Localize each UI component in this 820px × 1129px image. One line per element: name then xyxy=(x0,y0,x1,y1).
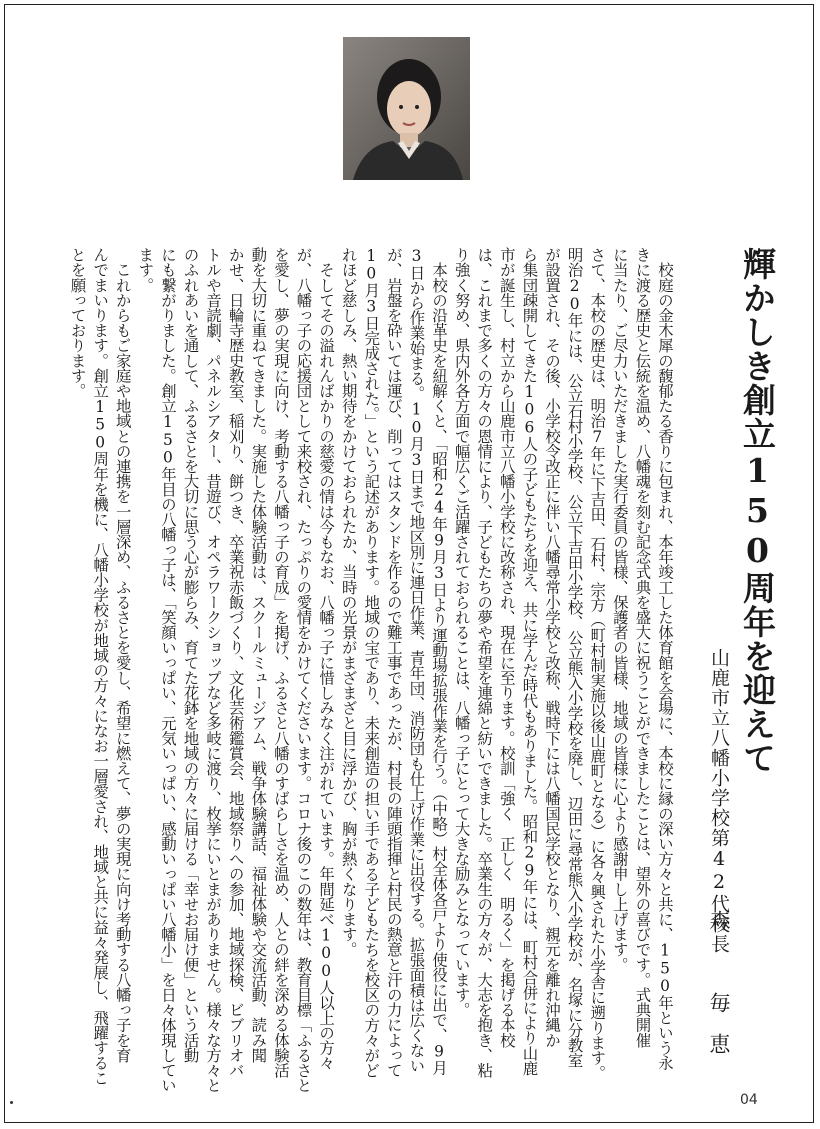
body-line: 3日から作業始まる。10月3日まで地区別に連日作業、青年団、消防団も仕上げ作業に出役する。拡張面積は広くない xyxy=(407,247,426,1073)
body-line: に当たり、ご尽力いただきました実行委員の皆様、保護者の皆様、地域の皆様に心より感謝申し上げます。 xyxy=(610,247,629,972)
body-line: れほど慈しみ、熱い期待をかけておられたか、当時の光景がまざまざと目に浮かび、胸が熱くなります。 xyxy=(339,247,358,957)
body-line: を愛し、夢の実現に向け、考動する八幡っ子の育成」を掲げ、ふるさと八幡のすばらしさを温め、人との絆を深める体験活 xyxy=(271,247,290,1078)
article-title: 輝かしき創立150周年を迎えて xyxy=(738,247,777,775)
body-line: ら集団疎開してきた106人の子どもたちを迎え、共に学んだ時代もありました。昭和29年には、町村合併により山鹿 xyxy=(520,247,539,1076)
body-line: 10月3日完成された。」という記述があります。地域の宝であり、未来創造の担い手である子どもたちを校区の方々がど xyxy=(362,247,381,1078)
body-line: さて、本校の歴史は、明治7年に下吉田、石村、宗方（町村制実施以後山鹿町となる）に各々興された小学舎に遡ります。 xyxy=(588,247,607,1081)
body-line: が、岩盤を砕いては運び、削ってはスタンドを作るので難工事であったが、村長の陣頭指揮と村民の熱意と汗の力によって xyxy=(384,247,403,1078)
body-line: トルや音読劇、パネルシアター、昔遊び、オペラワークショップなど多岐に渡り、枚挙にいとまがありません。様々な方々と xyxy=(204,247,223,1093)
author-position: 山鹿市立八幡小学校第42代校長 xyxy=(708,648,730,954)
body-line: 本校の沿革史を紐解くと、「昭和24年9月3日より運動場拡張作業を行う。（中略）村全体各戸より使役に出で、9月 xyxy=(430,247,449,1076)
body-line: は、これまで多くの方々の恩情により、子どもたちの夢や希望を連綿と紡いできました。卒業生の方々が、大志を抱き、粘 xyxy=(475,247,494,1078)
body-line: とを願っております。 xyxy=(68,247,87,399)
author-name: 森 毎恵 xyxy=(707,910,731,1074)
body-line: が設置され、その後、小学校令改正に伴い八幡尋常小学校と改称、戦時下には八幡国民学校となり、親元を離れ沖縄か xyxy=(543,247,562,1048)
article-body xyxy=(52,247,676,1093)
body-line: が、八幡っ子の応援団として来校され、たっぷりの愛情をかけてくださいます。コロナ後のこの数年は、教育目標「ふるさと xyxy=(294,247,313,1093)
portrait-icon xyxy=(343,37,470,180)
body-line: これからもご家庭や地域との連携を一層深め、ふるさとを愛し、希望に燃えて、夢の実現に向け考動する八幡っ子を育 xyxy=(113,247,132,1063)
body-line: 明治20年には、公立石村小学校、公立下吉田小学校、公立熊入小学校を廃し、辺田に尋常熊入小学校が、名塚に分教室 xyxy=(565,247,584,1068)
page-number: 04 xyxy=(740,1092,758,1108)
body-line: 校庭の金木犀の馥郁たる香りに包まれ、本年竣工した体育館を会場に、本校に縁の深い方々と共に、150年という永 xyxy=(656,247,674,1071)
body-line: 動を大切に重ねてきました。実施した体験活動は、スクールミュージアム、戦争体験講話、福祉体験や交流活動、読み聞 xyxy=(249,247,268,1063)
body-line: そしてその溢れんばかりの慈愛の情は今もなお、八幡っ子に惜しみなく注がれています。年間延べ100人以上の方々 xyxy=(317,247,336,1071)
body-line: んでまいります。創立150周年を機に、八幡小学校が地域の方々になお一層愛され、地域と共に益々発展し、飛躍するこ xyxy=(91,247,110,1086)
body-line: り強く努め、県内外各方面で幅広くご活躍されておられることは、八幡っ子にとって大きな励みとなっています。 xyxy=(452,247,471,1018)
body-line: ます。 xyxy=(136,247,155,293)
body-line: にも繋がりました。創立150年目の八幡っ子は、「笑顔いっぱい、元気いっぱい、感動いっぱい八幡小」を日々体現してい xyxy=(158,247,177,1093)
body-line: かせ、日輪寺歴史教室、稲刈り、餅つき、卒業祝赤飯づくり、文化芸術鑑賞会、地域祭りへの参加、地域探検、ビブリオバ xyxy=(226,247,245,1078)
body-line: きに渡る歴史と伝統を温め、八幡魂を刻む記念式典を盛大に祝うことができましたことは、望外の喜びです。式典開催 xyxy=(633,247,652,1048)
body-line: のふれあいを通して、ふるさとを大切に思う心が膨らみ、育てた花鉢を地域の方々に届ける「幸せお届け便」という活動 xyxy=(181,247,200,1063)
margin-mark xyxy=(10,1101,13,1104)
principal-portrait-photo xyxy=(343,37,470,180)
body-line: 市が誕生し、村立から山鹿市立八幡小学校に改称され、現在に至ります。校訓「強く 正しく 明るく」を掲げる本校 xyxy=(497,247,516,1048)
